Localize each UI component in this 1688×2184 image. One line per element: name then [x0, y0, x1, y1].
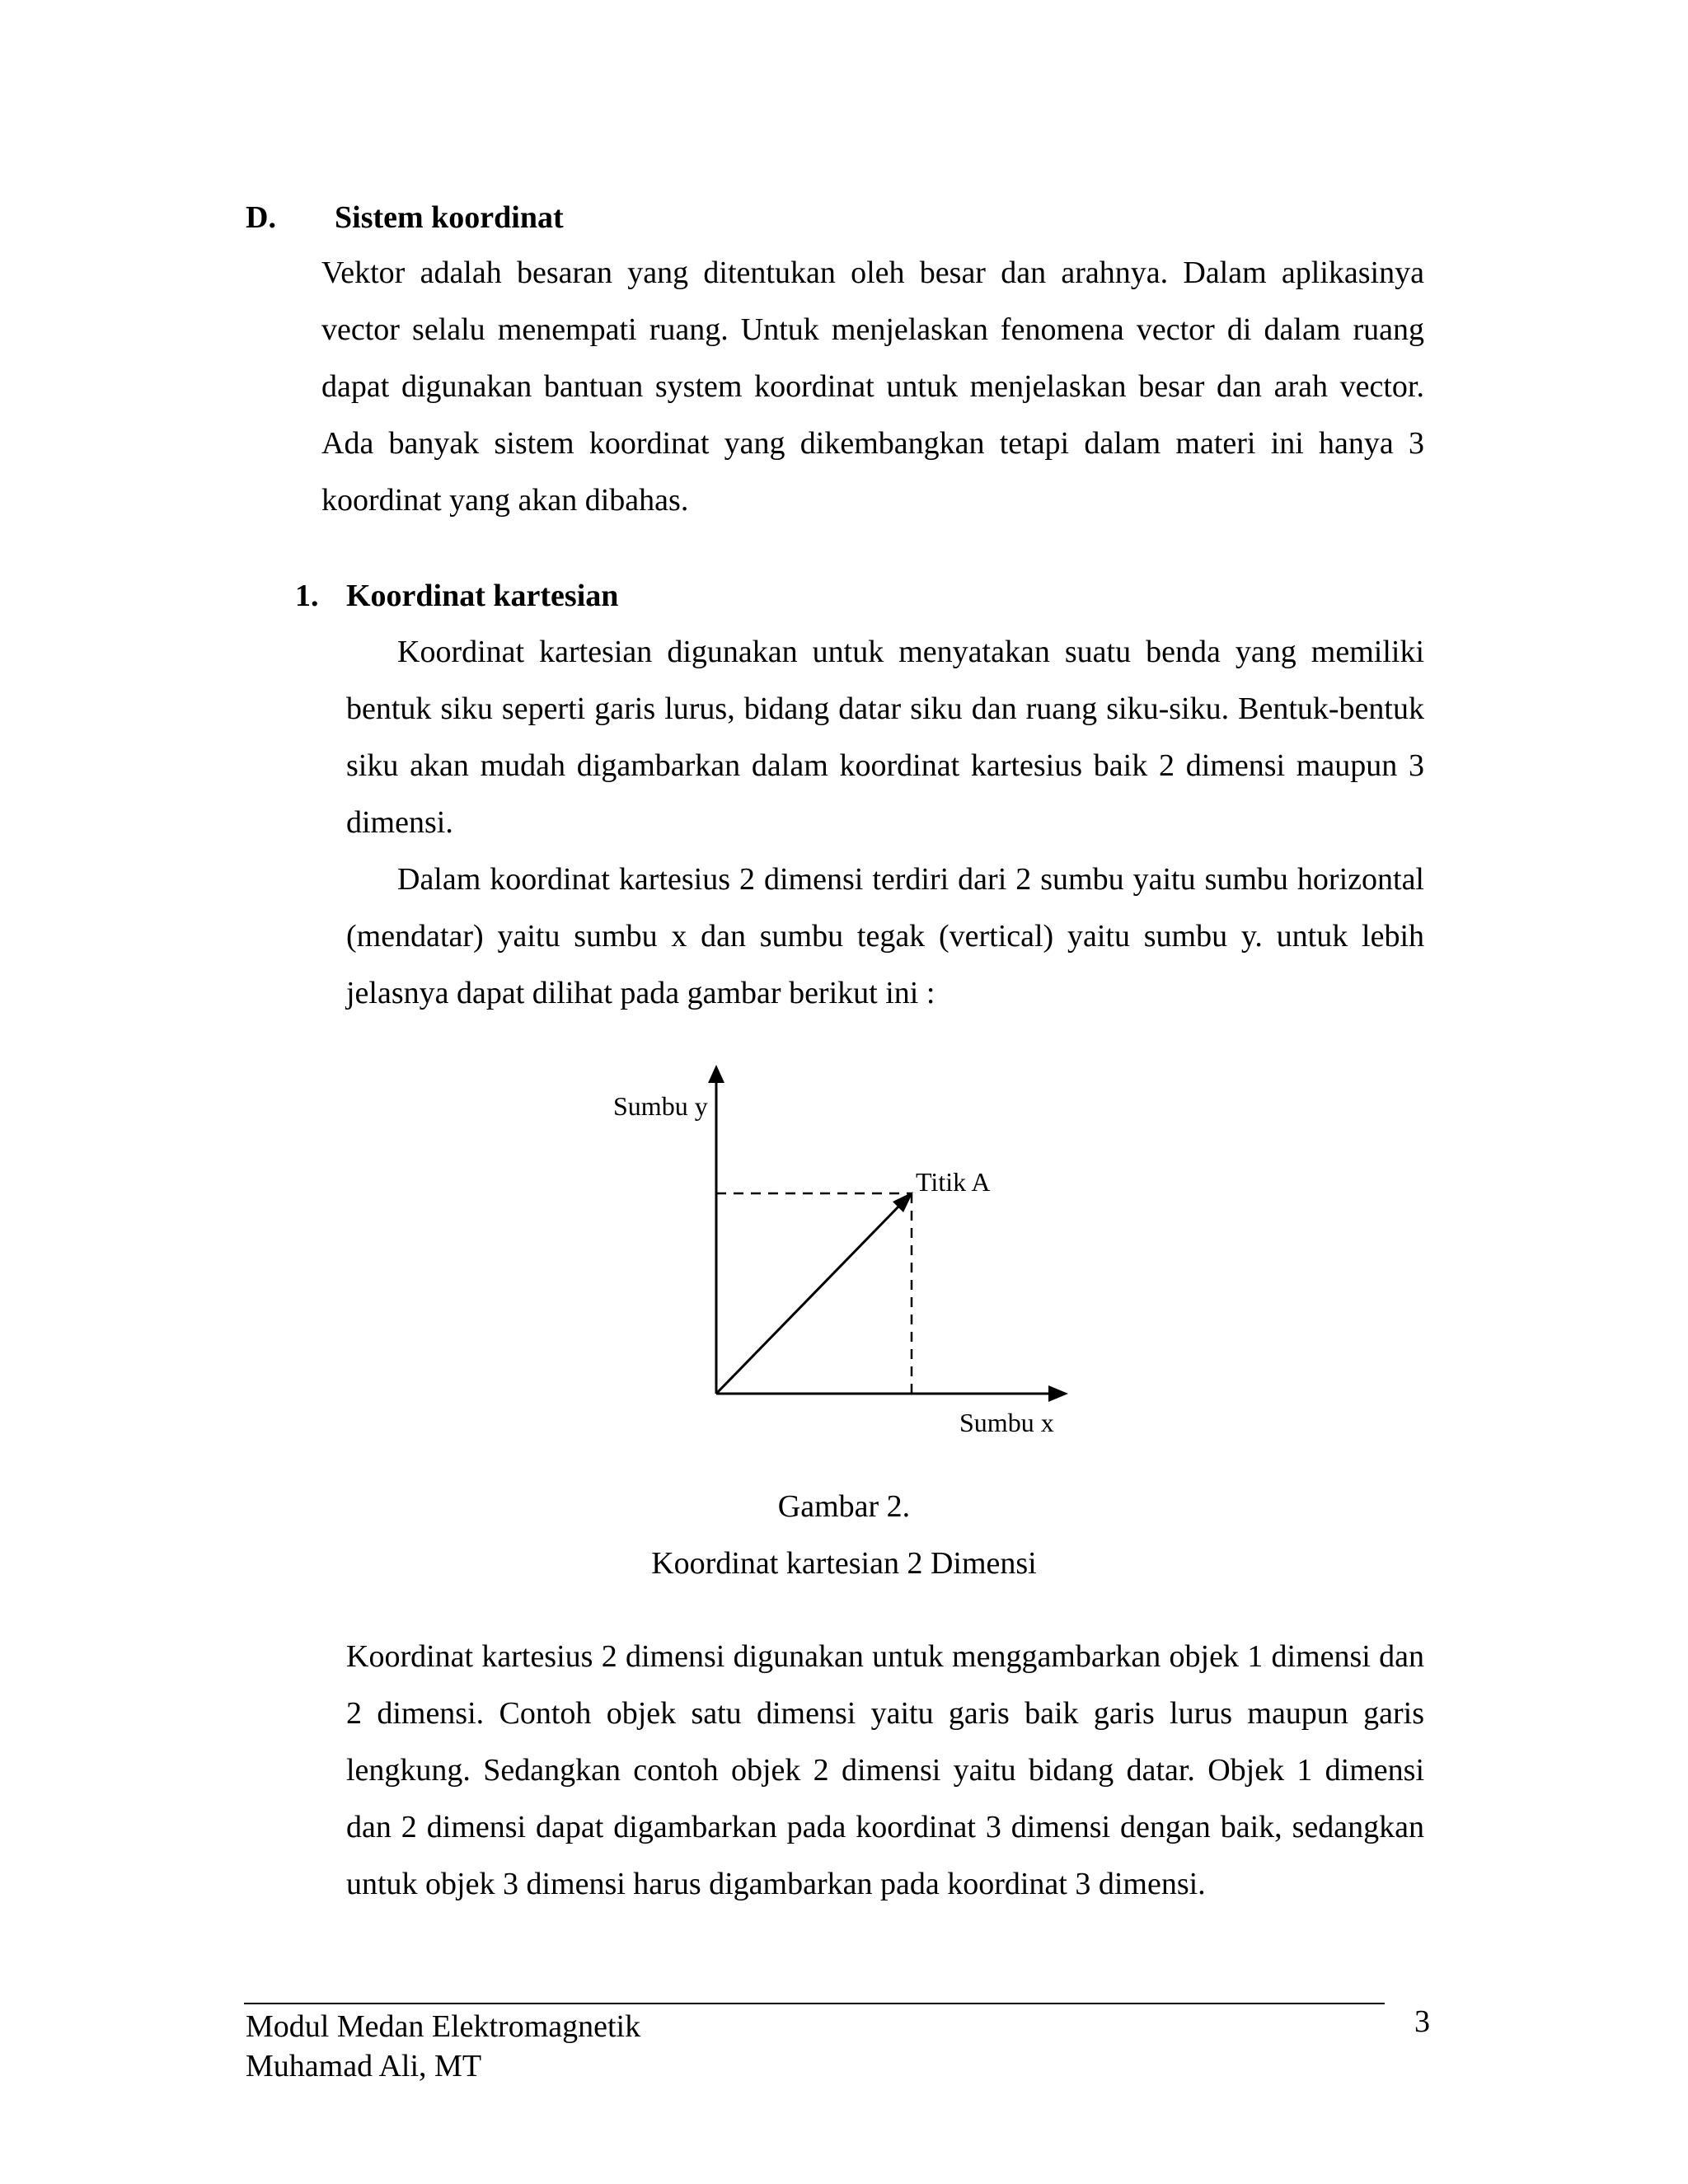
subsection-heading — [295, 574, 618, 617]
subsection-number: 1. — [295, 579, 319, 613]
section-heading — [246, 196, 564, 239]
page-number: 3 — [1414, 2004, 1430, 2039]
figure-caption-number: Gambar 2. — [777, 1489, 911, 1524]
footer-divider — [244, 2003, 1385, 2004]
footer-author: Muhamad Ali, MT — [246, 2049, 482, 2083]
x-axis-label: Sumbu x — [959, 1408, 1054, 1437]
vector-line — [716, 1203, 902, 1394]
subsection-title: Koordinat kartesian — [346, 579, 619, 613]
section-title: Sistem koordinat — [335, 200, 564, 235]
kartesian-paragraph-2: Dalam koordinat kartesius 2 dimensi terdiri dari 2 sumbu yaitu sumbu horizontal (mendatar) yaitu sumbu x dan sumbu tegak (vertical) yaitu sumbu y. untuk lebih jelasnya dapat dilihat pada gambar berikut ini : — [346, 862, 1424, 1010]
x-axis-arrow-icon — [1048, 1385, 1068, 1402]
figure-caption-title: Koordinat kartesian 2 Dimensi — [651, 1546, 1037, 1581]
cartesian-diagram — [0, 1055, 1688, 1459]
section-intro-paragraph: Vektor adalah besaran yang ditentukan oleh besar dan arahnya. Dalam aplikasinya vector selalu menempati ruang. Untuk menjelaskan fenomena vector di dalam ruang dapat digunakan bantuan system koordinat untuk menjelaskan besar dan arah vector. Ada banyak sistem koordinat yang dikembangkan tetapi dalam materi ini hanya 3 koordinat yang akan dibahas. — [321, 255, 1424, 518]
section-number: D. — [246, 200, 276, 235]
cartesian-figure — [0, 1055, 1688, 1459]
y-axis-arrow-icon — [708, 1065, 724, 1083]
kartesian-paragraph-1: Koordinat kartesian digunakan untuk menyatakan suatu benda yang memiliki bentuk siku seperti garis lurus, bidang datar siku dan ruang siku-siku. Bentuk-bentuk siku akan mudah digambarkan dalam koordinat kartesius baik 2 dimensi maupun 3 dimensi. — [346, 635, 1424, 840]
closing-paragraph: Koordinat kartesius 2 dimensi digunakan untuk menggambarkan objek 1 dimensi dan 2 dimensi. Contoh objek satu dimensi yaitu garis baik garis lurus maupun garis lengkung. Sedangkan contoh objek 2 dimensi yaitu bidang datar. Objek 1 dimensi dan 2 dimensi dapat digambarkan pada koordinat 3 dimensi dengan baik, sedangkan untuk objek 3 dimensi harus digambarkan pada koordinat 3 dimensi. — [346, 1639, 1424, 1901]
point-a-label: Titik A — [916, 1167, 991, 1197]
footer-title: Modul Medan Elektromagnetik — [246, 2009, 641, 2044]
y-axis-label: Sumbu y — [613, 1091, 708, 1121]
